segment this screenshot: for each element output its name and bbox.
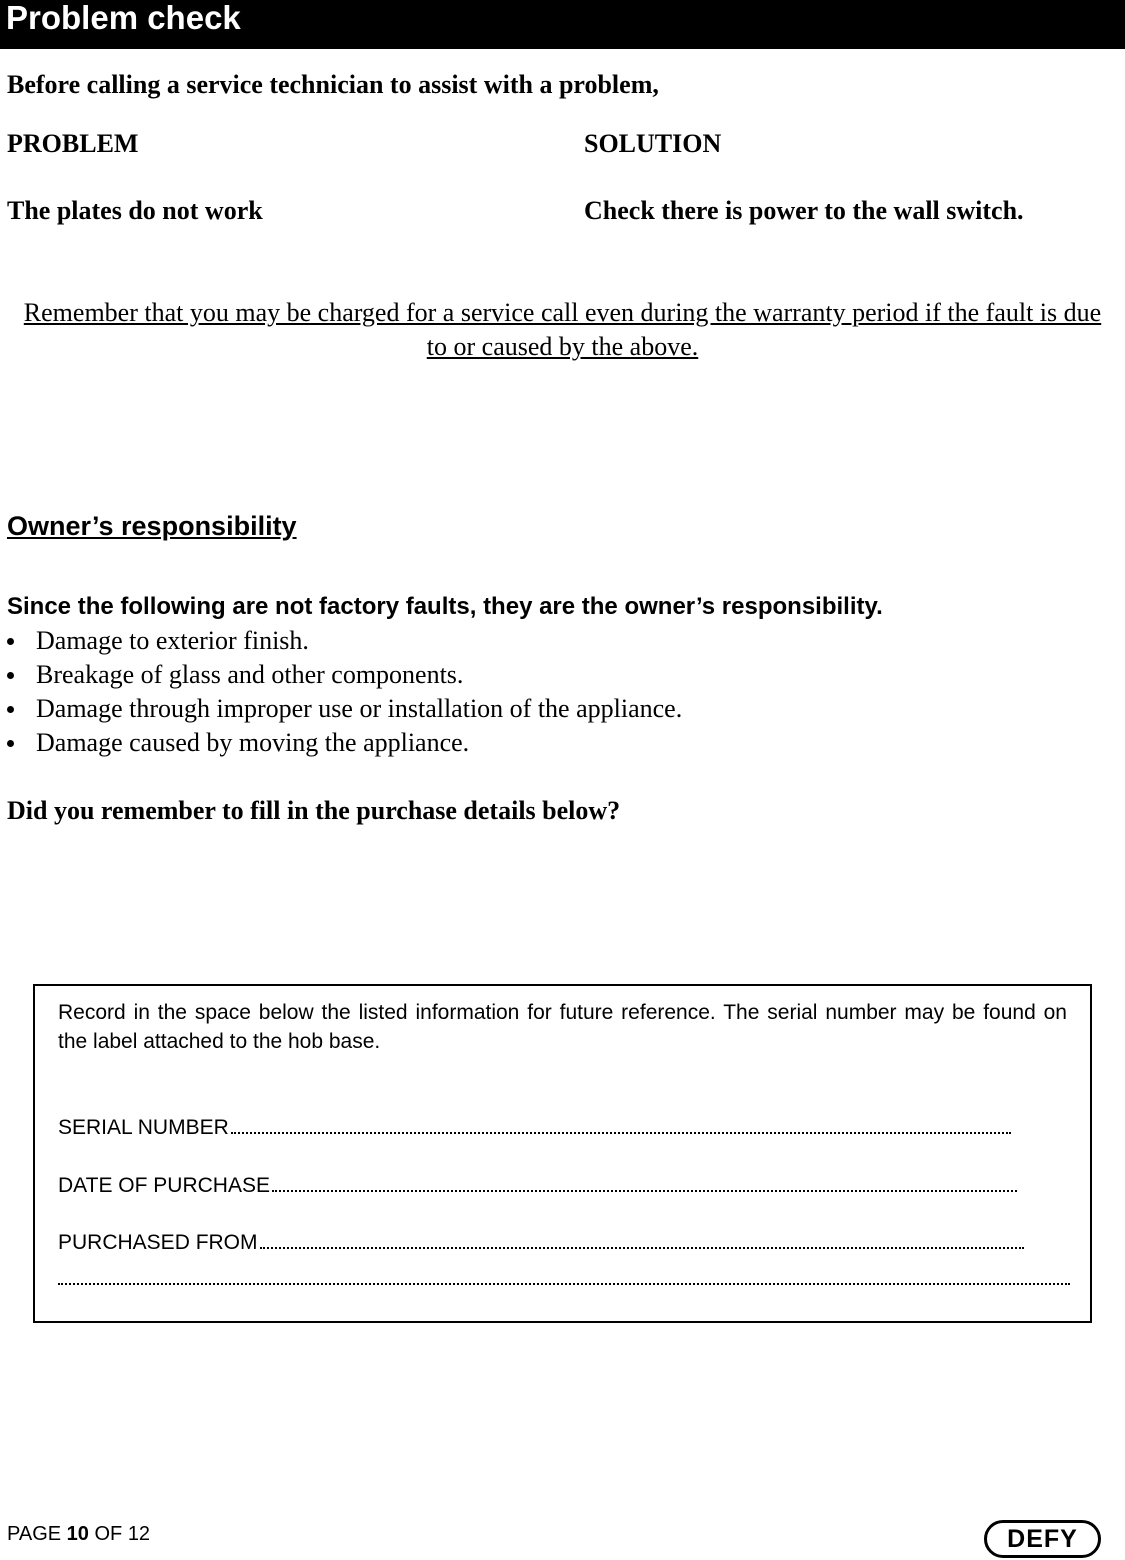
- date-of-purchase-label: DATE OF PURCHASE: [58, 1174, 270, 1197]
- problem-cell: The plates do not work: [7, 196, 263, 225]
- page-number: [7, 1522, 150, 1546]
- date-of-purchase-field[interactable]: [58, 1173, 1017, 1199]
- owner-responsibility-intro: Since the following are not factory faults, they are the owner’s responsibility.: [7, 593, 883, 620]
- total-pages: 12: [127, 1523, 151, 1545]
- owner-responsibility-heading: Owner’s responsibility: [7, 511, 297, 541]
- purchased-from-continuation-blank[interactable]: [58, 1283, 1070, 1285]
- list-item-text: Damage caused by moving the appliance.: [36, 728, 470, 757]
- current-page-number: 10: [66, 1523, 89, 1545]
- solution-cell: Check there is power to the wall switch.: [584, 196, 1024, 225]
- page-title: Problem check: [6, 0, 241, 36]
- bullet-icon: [7, 740, 14, 747]
- list-item-text: Damage through improper use or installation of the appliance.: [36, 694, 683, 723]
- list-item: [7, 624, 682, 658]
- page-prefix: PAGE: [7, 1523, 62, 1545]
- list-item: [7, 726, 682, 760]
- record-instructions: Record in the space below the listed information for future reference. The serial number may be found on the label attached to the hob base.: [58, 1001, 1067, 1053]
- serial-number-label: SERIAL NUMBER: [58, 1116, 229, 1139]
- list-item: [7, 692, 682, 726]
- list-item-text: Damage to exterior finish.: [36, 626, 309, 655]
- problem-column-heading: PROBLEM: [7, 129, 139, 158]
- owner-responsibility-list: [7, 624, 682, 760]
- purchased-from-label: PURCHASED FROM: [58, 1231, 258, 1254]
- purchase-details-reminder: Did you remember to fill in the purchase details below?: [7, 796, 621, 825]
- bullet-icon: [7, 706, 14, 713]
- title-bar: [0, 0, 1125, 49]
- bullet-icon: [7, 672, 14, 679]
- purchased-from-field[interactable]: [58, 1230, 1024, 1256]
- bullet-icon: [7, 638, 14, 645]
- list-item: [7, 658, 682, 692]
- problem-intro: Before calling a service technician to assist with a problem,: [7, 70, 659, 99]
- purchased-from-blank[interactable]: [260, 1247, 1024, 1249]
- page-separator: OF: [94, 1523, 123, 1545]
- solution-column-heading: SOLUTION: [584, 129, 722, 158]
- serial-number-field[interactable]: [58, 1115, 1011, 1141]
- date-of-purchase-blank[interactable]: [272, 1190, 1017, 1192]
- serial-number-blank[interactable]: [231, 1132, 1011, 1134]
- warranty-notice: Remember that you may be charged for a service call even during the warranty period if the fault is due to or caused by the above.: [23, 298, 1102, 361]
- defy-logo: DEFY: [984, 1520, 1101, 1558]
- list-item-text: Breakage of glass and other components.: [36, 660, 464, 689]
- purchase-record-box: [33, 984, 1092, 1323]
